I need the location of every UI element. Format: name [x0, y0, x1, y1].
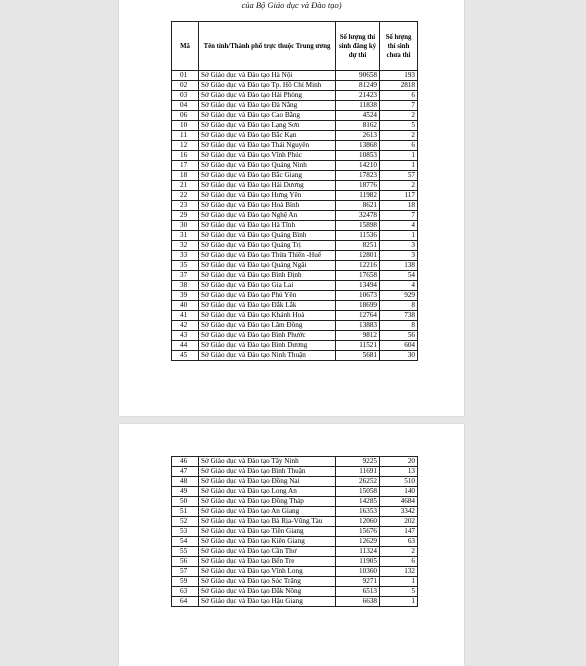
document-page-1 [119, 0, 464, 416]
table-row [172, 81, 418, 91]
table-row [172, 467, 418, 477]
table-row [172, 191, 418, 201]
row-code: 35 [172, 261, 199, 271]
row-absent: 8 [380, 301, 418, 311]
row-registered: 5681 [336, 351, 380, 361]
table-row [172, 221, 418, 231]
row-name: Sở Giáo dục và Đào tạo Hải Dương [199, 181, 336, 191]
row-code: 49 [172, 487, 199, 497]
table-row [172, 231, 418, 241]
table-row [172, 101, 418, 111]
row-absent: 2 [380, 181, 418, 191]
row-name: Sở Giáo dục và Đào tạo Tiền Giang [199, 527, 336, 537]
row-name: Sở Giáo dục và Đào tạo Kiên Giang [199, 537, 336, 547]
row-registered: 8621 [336, 201, 380, 211]
row-name: Sở Giáo dục và Đào tạo Đồng Tháp [199, 497, 336, 507]
results-table-page-2 [171, 456, 418, 607]
row-code: 10 [172, 121, 199, 131]
row-code: 12 [172, 141, 199, 151]
row-code: 40 [172, 301, 199, 311]
row-name: Sở Giáo dục và Đào tạo Cần Thơ [199, 547, 336, 557]
table-row [172, 597, 418, 607]
row-registered: 10360 [336, 567, 380, 577]
row-absent: 1 [380, 577, 418, 587]
table-row [172, 557, 418, 567]
row-absent: 193 [380, 71, 418, 81]
row-absent: 56 [380, 331, 418, 341]
row-code: 47 [172, 467, 199, 477]
row-registered: 8251 [336, 241, 380, 251]
row-registered: 10853 [336, 151, 380, 161]
row-absent: 117 [380, 191, 418, 201]
row-name: Sở Giáo dục và Đào tạo Hà Nội [199, 71, 336, 81]
row-name: Sở Giáo dục và Đào tạo Đà Nẵng [199, 101, 336, 111]
row-absent: 6 [380, 91, 418, 101]
table-row [172, 201, 418, 211]
row-code: 56 [172, 557, 199, 567]
table-body-page-2 [172, 457, 418, 607]
row-name: Sở Giáo dục và Đào tạo Bắc Kạn [199, 131, 336, 141]
row-name: Sở Giáo dục và Đào tạo Tp. Hồ Chí Minh [199, 81, 336, 91]
row-registered: 12764 [336, 311, 380, 321]
table-row [172, 211, 418, 221]
table-row [172, 131, 418, 141]
table-row [172, 487, 418, 497]
row-registered: 12060 [336, 517, 380, 527]
table-row [172, 341, 418, 351]
row-code: 17 [172, 161, 199, 171]
row-absent: 57 [380, 171, 418, 181]
row-code: 39 [172, 291, 199, 301]
row-registered: 12629 [336, 537, 380, 547]
row-registered: 10673 [336, 291, 380, 301]
row-absent: 7 [380, 211, 418, 221]
row-absent: 138 [380, 261, 418, 271]
row-registered: 12801 [336, 251, 380, 261]
row-absent: 2 [380, 131, 418, 141]
table-row [172, 271, 418, 281]
header-name: Tên tỉnh/Thành phố trực thuộc Trung ương [199, 22, 336, 71]
row-code: 63 [172, 587, 199, 597]
row-name: Sở Giáo dục và Đào tạo Quảng Trị [199, 241, 336, 251]
row-code: 53 [172, 527, 199, 537]
header-registered: Số lượng thí sinh đăng ký dự thi [336, 22, 380, 71]
row-name: Sở Giáo dục và Đào tạo Hoà Bình [199, 201, 336, 211]
row-registered: 18776 [336, 181, 380, 191]
row-registered: 11536 [336, 231, 380, 241]
row-code: 22 [172, 191, 199, 201]
row-code: 48 [172, 477, 199, 487]
row-code: 21 [172, 181, 199, 191]
row-code: 59 [172, 577, 199, 587]
row-name: Sở Giáo dục và Đào tạo Nghệ An [199, 211, 336, 221]
row-name: Sở Giáo dục và Đào tạo Hưng Yên [199, 191, 336, 201]
table-row [172, 281, 418, 291]
row-registered: 32478 [336, 211, 380, 221]
row-name: Sở Giáo dục và Đào tạo Hải Phòng [199, 91, 336, 101]
table-row [172, 477, 418, 487]
row-registered: 16353 [336, 507, 380, 517]
row-registered: 18699 [336, 301, 380, 311]
row-code: 55 [172, 547, 199, 557]
row-name: Sở Giáo dục và Đào tạo Đắk Nông [199, 587, 336, 597]
row-code: 31 [172, 231, 199, 241]
row-registered: 9225 [336, 457, 380, 467]
table-row [172, 121, 418, 131]
table-row [172, 577, 418, 587]
table-row [172, 351, 418, 361]
row-absent: 63 [380, 537, 418, 547]
table-row [172, 547, 418, 557]
row-absent: 3342 [380, 507, 418, 517]
row-code: 38 [172, 281, 199, 291]
row-name: Sở Giáo dục và Đào tạo Ninh Thuận [199, 351, 336, 361]
row-name: Sở Giáo dục và Đào tạo Đồng Nai [199, 477, 336, 487]
row-absent: 30 [380, 351, 418, 361]
row-registered: 12216 [336, 261, 380, 271]
row-name: Sở Giáo dục và Đào tạo Lâm Đồng [199, 321, 336, 331]
table-row [172, 331, 418, 341]
table-row [172, 497, 418, 507]
row-registered: 9812 [336, 331, 380, 341]
row-registered: 11905 [336, 557, 380, 567]
row-name: Sở Giáo dục và Đào tạo Bến Tre [199, 557, 336, 567]
row-name: Sở Giáo dục và Đào tạo Gia Lai [199, 281, 336, 291]
row-absent: 4 [380, 221, 418, 231]
table-row [172, 507, 418, 517]
row-absent: 13 [380, 467, 418, 477]
row-absent: 202 [380, 517, 418, 527]
row-code: 51 [172, 507, 199, 517]
row-name: Sở Giáo dục và Đào tạo Bình Định [199, 271, 336, 281]
row-absent: 18 [380, 201, 418, 211]
row-code: 02 [172, 81, 199, 91]
row-name: Sở Giáo dục và Đào tạo Hà Tĩnh [199, 221, 336, 231]
row-code: 18 [172, 171, 199, 181]
row-code: 11 [172, 131, 199, 141]
row-absent: 2 [380, 547, 418, 557]
row-name: Sở Giáo dục và Đào tạo Bình Thuận [199, 467, 336, 477]
row-registered: 81249 [336, 81, 380, 91]
header-absent: Số lượng thí sinh chưa thi [380, 22, 418, 71]
row-code: 29 [172, 211, 199, 221]
row-absent: 20 [380, 457, 418, 467]
table-row [172, 301, 418, 311]
row-code: 41 [172, 311, 199, 321]
row-code: 54 [172, 537, 199, 547]
row-code: 57 [172, 567, 199, 577]
table-row [172, 567, 418, 577]
row-registered: 13883 [336, 321, 380, 331]
table-row [172, 311, 418, 321]
row-registered: 15898 [336, 221, 380, 231]
row-registered: 13868 [336, 141, 380, 151]
row-code: 32 [172, 241, 199, 251]
row-registered: 11691 [336, 467, 380, 477]
row-registered: 2613 [336, 131, 380, 141]
row-name: Sở Giáo dục và Đào tạo Thừa Thiên -Huế [199, 251, 336, 261]
row-registered: 15676 [336, 527, 380, 537]
row-name: Sở Giáo dục và Đào tạo Quảng Bình [199, 231, 336, 241]
row-registered: 90658 [336, 71, 380, 81]
row-name: Sở Giáo dục và Đào tạo Vĩnh Phúc [199, 151, 336, 161]
row-registered: 21423 [336, 91, 380, 101]
table-row [172, 457, 418, 467]
row-registered: 8162 [336, 121, 380, 131]
row-name: Sở Giáo dục và Đào tạo Quảng Ngãi [199, 261, 336, 271]
row-absent: 6 [380, 557, 418, 567]
row-name: Sở Giáo dục và Đào tạo Bà Rịa-Vũng Tàu [199, 517, 336, 527]
row-name: Sở Giáo dục và Đào tạo Bắc Giang [199, 171, 336, 181]
row-absent: 147 [380, 527, 418, 537]
row-registered: 17658 [336, 271, 380, 281]
row-absent: 510 [380, 477, 418, 487]
row-name: Sở Giáo dục và Đào tạo Bình Phước [199, 331, 336, 341]
table-row [172, 111, 418, 121]
row-code: 30 [172, 221, 199, 231]
table-header-row [172, 22, 418, 71]
row-absent: 8 [380, 321, 418, 331]
row-registered: 11324 [336, 547, 380, 557]
row-code: 52 [172, 517, 199, 527]
row-name: Sở Giáo dục và Đào tạo Vĩnh Long [199, 567, 336, 577]
row-name: Sở Giáo dục và Đào tạo Thái Nguyên [199, 141, 336, 151]
table-row [172, 171, 418, 181]
table-row [172, 291, 418, 301]
row-registered: 11838 [336, 101, 380, 111]
row-absent: 929 [380, 291, 418, 301]
table-row [172, 537, 418, 547]
row-registered: 6513 [336, 587, 380, 597]
row-code: 06 [172, 111, 199, 121]
table-row [172, 161, 418, 171]
row-name: Sở Giáo dục và Đào tạo Đắk Lắk [199, 301, 336, 311]
row-registered: 14285 [336, 497, 380, 507]
row-code: 50 [172, 497, 199, 507]
row-name: Sở Giáo dục và Đào tạo Long An [199, 487, 336, 497]
row-code: 01 [172, 71, 199, 81]
row-name: Sở Giáo dục và Đào tạo Hậu Giang [199, 597, 336, 607]
table-row [172, 151, 418, 161]
row-absent: 132 [380, 567, 418, 577]
row-registered: 15058 [336, 487, 380, 497]
row-code: 46 [172, 457, 199, 467]
row-absent: 4 [380, 281, 418, 291]
row-absent: 140 [380, 487, 418, 497]
table-body-page-1 [172, 71, 418, 361]
row-absent: 604 [380, 341, 418, 351]
row-code: 43 [172, 331, 199, 341]
row-code: 44 [172, 341, 199, 351]
row-registered: 13494 [336, 281, 380, 291]
row-absent: 1 [380, 151, 418, 161]
table-row [172, 517, 418, 527]
table-row [172, 527, 418, 537]
row-code: 04 [172, 101, 199, 111]
table-row [172, 71, 418, 81]
row-registered: 26252 [336, 477, 380, 487]
row-registered: 11521 [336, 341, 380, 351]
row-name: Sở Giáo dục và Đào tạo Cao Bằng [199, 111, 336, 121]
row-name: Sở Giáo dục và Đào tạo An Giang [199, 507, 336, 517]
row-name: Sở Giáo dục và Đào tạo Bình Dương [199, 341, 336, 351]
row-code: 64 [172, 597, 199, 607]
row-absent: 738 [380, 311, 418, 321]
row-code: 37 [172, 271, 199, 281]
row-absent: 3 [380, 241, 418, 251]
row-registered: 4524 [336, 111, 380, 121]
row-registered: 17823 [336, 171, 380, 181]
results-table-page-1 [171, 21, 418, 361]
row-absent: 2818 [380, 81, 418, 91]
row-absent: 1 [380, 161, 418, 171]
row-absent: 5 [380, 587, 418, 597]
document-page-2 [119, 424, 464, 666]
row-absent: 1 [380, 231, 418, 241]
row-name: Sở Giáo dục và Đào tạo Lạng Sơn [199, 121, 336, 131]
table-row [172, 141, 418, 151]
row-registered: 6638 [336, 597, 380, 607]
row-code: 16 [172, 151, 199, 161]
row-absent: 2 [380, 111, 418, 121]
table-row [172, 321, 418, 331]
row-name: Sở Giáo dục và Đào tạo Phú Yên [199, 291, 336, 301]
table-row [172, 587, 418, 597]
row-name: Sở Giáo dục và Đào tạo Tây Ninh [199, 457, 336, 467]
row-name: Sở Giáo dục và Đào tạo Khánh Hoà [199, 311, 336, 321]
row-absent: 3 [380, 251, 418, 261]
row-registered: 11982 [336, 191, 380, 201]
row-code: 23 [172, 201, 199, 211]
table-row [172, 91, 418, 101]
header-code: Mã [172, 22, 199, 71]
table-row [172, 251, 418, 261]
header-note: của Bộ Giáo dục và Đào tạo) [241, 0, 342, 10]
table-row [172, 181, 418, 191]
row-code: 03 [172, 91, 199, 101]
table-row [172, 261, 418, 271]
row-absent: 1 [380, 597, 418, 607]
row-code: 33 [172, 251, 199, 261]
row-absent: 5 [380, 121, 418, 131]
row-code: 42 [172, 321, 199, 331]
row-name: Sở Giáo dục và Đào tạo Quảng Ninh [199, 161, 336, 171]
row-name: Sở Giáo dục và Đào tạo Sóc Trăng [199, 577, 336, 587]
row-absent: 54 [380, 271, 418, 281]
row-registered: 14210 [336, 161, 380, 171]
row-absent: 6 [380, 141, 418, 151]
table-row [172, 241, 418, 251]
row-absent: 7 [380, 101, 418, 111]
row-registered: 9271 [336, 577, 380, 587]
row-code: 45 [172, 351, 199, 361]
row-absent: 4684 [380, 497, 418, 507]
